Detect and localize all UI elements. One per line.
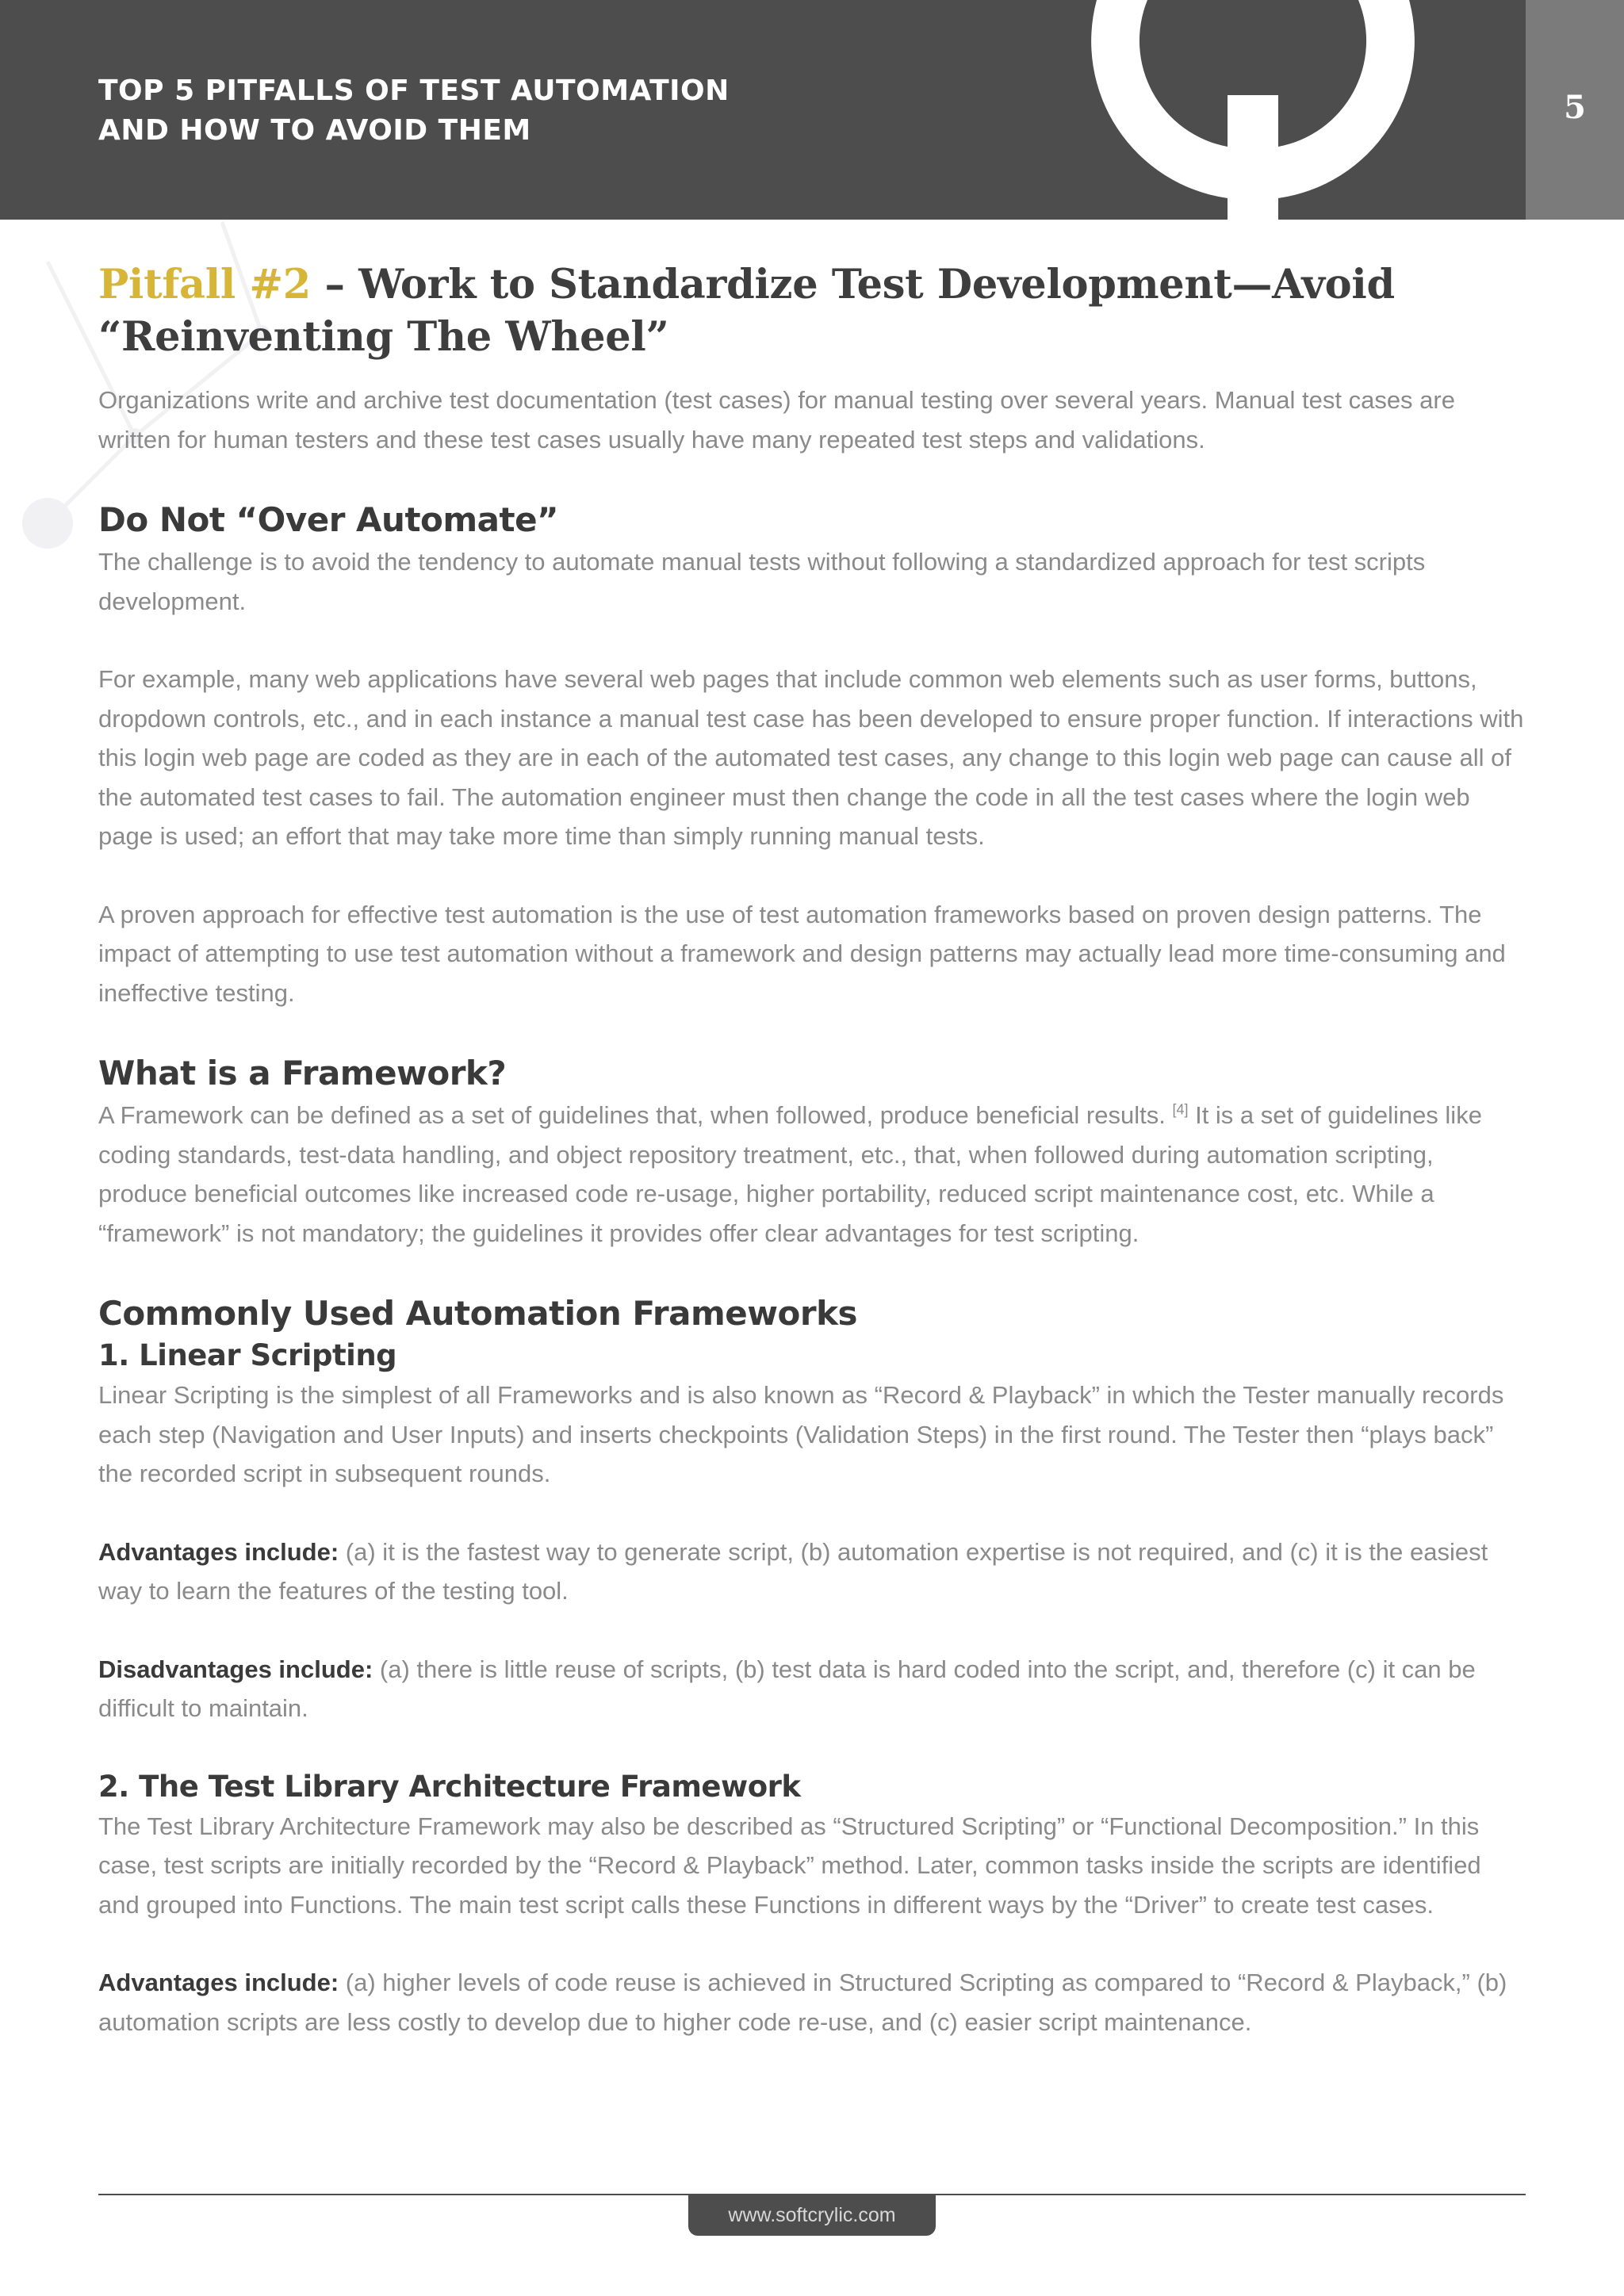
brand-logo-icon bbox=[1047, 0, 1459, 220]
main-content bbox=[98, 258, 1526, 2042]
disadvantages-label: Disadvantages include: bbox=[98, 1655, 373, 1683]
advantages-label: Advantages include: bbox=[98, 1969, 339, 1996]
document-title-line-1: TOP 5 PITFALLS OF TEST AUTOMATION bbox=[98, 75, 730, 107]
advantages-label: Advantages include: bbox=[98, 1537, 339, 1566]
footer-website-link[interactable]: www.softcrylic.com bbox=[688, 2195, 936, 2236]
text-run: (a) it is the fastest way to generate script, (b) automation expertise is not required, and (c) it is the easiest way to learn the features of the testing tool. bbox=[98, 1537, 1488, 1605]
subsection-heading-library: 2. The Test Library Architecture Framework bbox=[98, 1769, 801, 1804]
citation-ref: [4] bbox=[1172, 1101, 1189, 1118]
advantages-paragraph bbox=[98, 1963, 1526, 2042]
pitfall-title: – Work to Standardize Test Development—Avoid “Reinventing The Wheel” bbox=[98, 261, 1395, 361]
document-title-line-2: AND HOW TO AVOID THEM bbox=[98, 114, 531, 147]
section-heading-common-frameworks: Commonly Used Automation Frameworks bbox=[98, 1294, 858, 1333]
document-title bbox=[98, 71, 730, 151]
paragraph: The challenge is to avoid the tendency to automate manual tests without following a standardized approach for test scripts development. bbox=[98, 548, 1426, 615]
subsection-heading-linear: 1. Linear Scripting bbox=[98, 1338, 397, 1372]
text-run: A Framework can be defined as a set of guidelines that, when followed, produce beneficial results. bbox=[98, 1101, 1173, 1129]
section-heading-framework: What is a Framework? bbox=[98, 1054, 507, 1093]
disadvantages-paragraph bbox=[98, 1650, 1526, 1728]
advantages-paragraph bbox=[98, 1533, 1526, 1611]
intro-paragraph: Organizations write and archive test documentation (test cases) for manual testing over several years. Manual test cases are written for human testers and these test cases usually have many repeated test steps and validations. bbox=[98, 386, 1455, 453]
paragraph: Linear Scripting is the simplest of all Frameworks and is also known as “Record & Playback” in which the Tester manually records each step (Navigation and User Inputs) and inserts checkpoints (Validation Steps) in the first round. The Tester then “plays back” the recorded script in subsequent rounds. bbox=[98, 1381, 1504, 1487]
page-number: 5 bbox=[1564, 89, 1586, 126]
paragraph: The Test Library Architecture Framework may also be described as “Structured Scripting” or “Functional Decomposition.” In this case, test scripts are initially recorded by the “Record & Playback” method. Later, common tasks inside the scripts are identified and grouped into Functions. The main test script calls these Functions in different ways by the “Driver” to create test cases. bbox=[98, 1812, 1481, 1919]
text-run: It is a set of guidelines like coding standards, test-data handling, and object repository treatment, etc., that, when followed during automation scripting, produce beneficial outcomes like increased code re-usage, higher portability, reduced script maintenance cost, etc. While a “framework” is not mandatory; the guidelines it provides offer clear advantages for test scripting. bbox=[98, 1101, 1482, 1247]
text-run: (a) there is little reuse of scripts, (b) test data is hard coded into the script, and, therefore (c) it can be difficult to maintain. bbox=[98, 1655, 1476, 1722]
page-title bbox=[98, 258, 1526, 363]
paragraph: For example, many web applications have several web pages that include common web elements such as user forms, buttons, dropdown controls, etc., and in each instance a manual test case has been developed to ensure proper function. If interactions with this login web page are coded as they are in each of the automated test cases, any change to this login web page can cause all of the automated test cases to fail. The automation engineer must then change the code in all the test cases where the login web page is used; an effort that may take more time than simply running manual tests. bbox=[98, 665, 1524, 850]
pitfall-number: Pitfall #2 bbox=[98, 261, 311, 308]
section-heading-over-automate: Do Not “Over Automate” bbox=[98, 500, 559, 539]
paragraph bbox=[98, 1096, 1526, 1253]
text-run: (a) higher levels of code reuse is achieved in Structured Scripting as compared to “Record & Playback,” (b) automation scripts are less costly to develop due to higher code re-use, and (c) easier script maintenance. bbox=[98, 1969, 1507, 2036]
paragraph: A proven approach for effective test automation is the use of test automation frameworks based on proven design patterns. The impact of attempting to use test automation without a framework and design patterns may actually lead more time-consuming and ineffective testing. bbox=[98, 900, 1506, 1007]
